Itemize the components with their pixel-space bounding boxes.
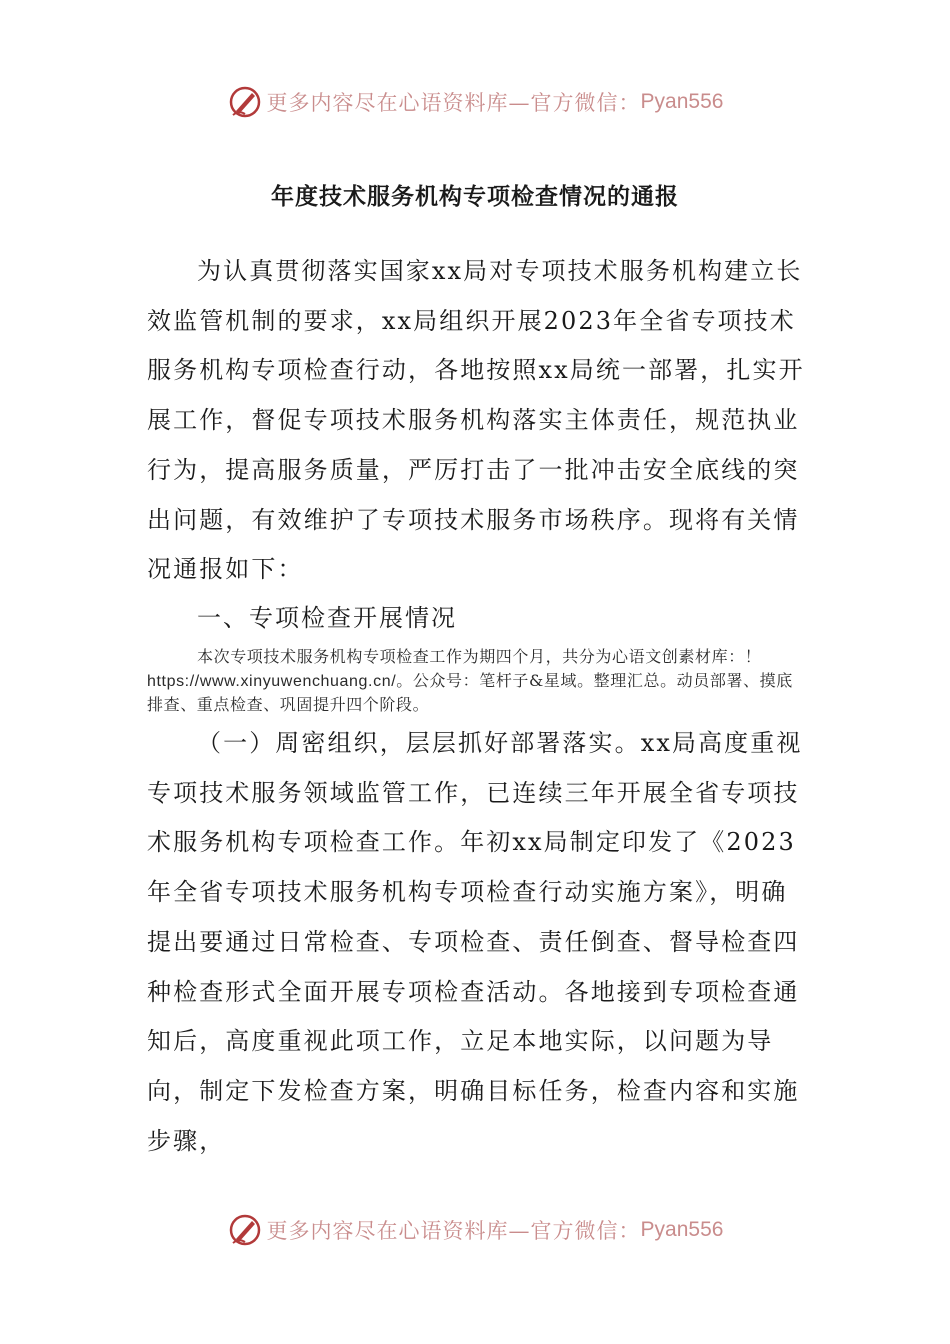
note-text-2: 。公众号：笔杆子&星域。整理汇总。动员部署、摸底排查、重点检查、巩固提升四个阶段。 [147,670,793,714]
banner-handle: Pyan556 [640,90,724,113]
banner-text: 更多内容尽在心语资料库—官方微信： [266,91,641,115]
intro-paragraph: 为认真贯彻落实国家xx局对专项技术服务机构建立长效监管机制的要求，xx局组织开展2023年全省专项技术服务机构专项检查行动，各地按照xx局统一部署，扎实开展工作，督促专项技术服务机构落实主体责任，规范执业行为，提高服务质量，严厉打击了一批冲击安全底线的突出问题，有效维护了专项技术服务市场秩序。现将有关情况通报如下： [147,257,805,584]
pen-seal-icon [227,1212,263,1248]
banner-handle: Pyan556 [640,1218,724,1241]
header-watermark-banner [0,80,950,124]
footer-watermark-banner [0,1208,950,1252]
banner-text: 更多内容尽在心语资料库—官方微信： [266,1219,641,1243]
note-text-1: 本次专项技术服务机构专项检查工作为期四个月，共分为心语文创素材库：！ [197,647,762,666]
source-note [147,645,807,717]
note-url-link[interactable]: https://www.xinyuwenchuang.cn/ [147,672,397,690]
pen-seal-icon [227,84,263,120]
section-heading-1: 一、专项检查开展情况 [197,604,457,632]
subsection-paragraph-1: （一）周密组织，层层抓好部署落实。xx局高度重视专项技术服务领域监管工作，已连续三年开展全省专项技术服务机构专项检查工作。年初xx局制定印发了《2023年全省专项技术服务机构专项检查行动实施方案》，明确提出要通过日常检查、专项检查、责任倒查、督导检查四种检查形式全面开展专项检查活动。各地接到专项检查通知后，高度重视此项工作，立足本地实际，以问题为导向，制定下发检查方案，明确目标任务，检查内容和实施步骤， [147,729,803,1155]
document-title: 年度技术服务机构专项检查情况的通报 [271,183,679,210]
